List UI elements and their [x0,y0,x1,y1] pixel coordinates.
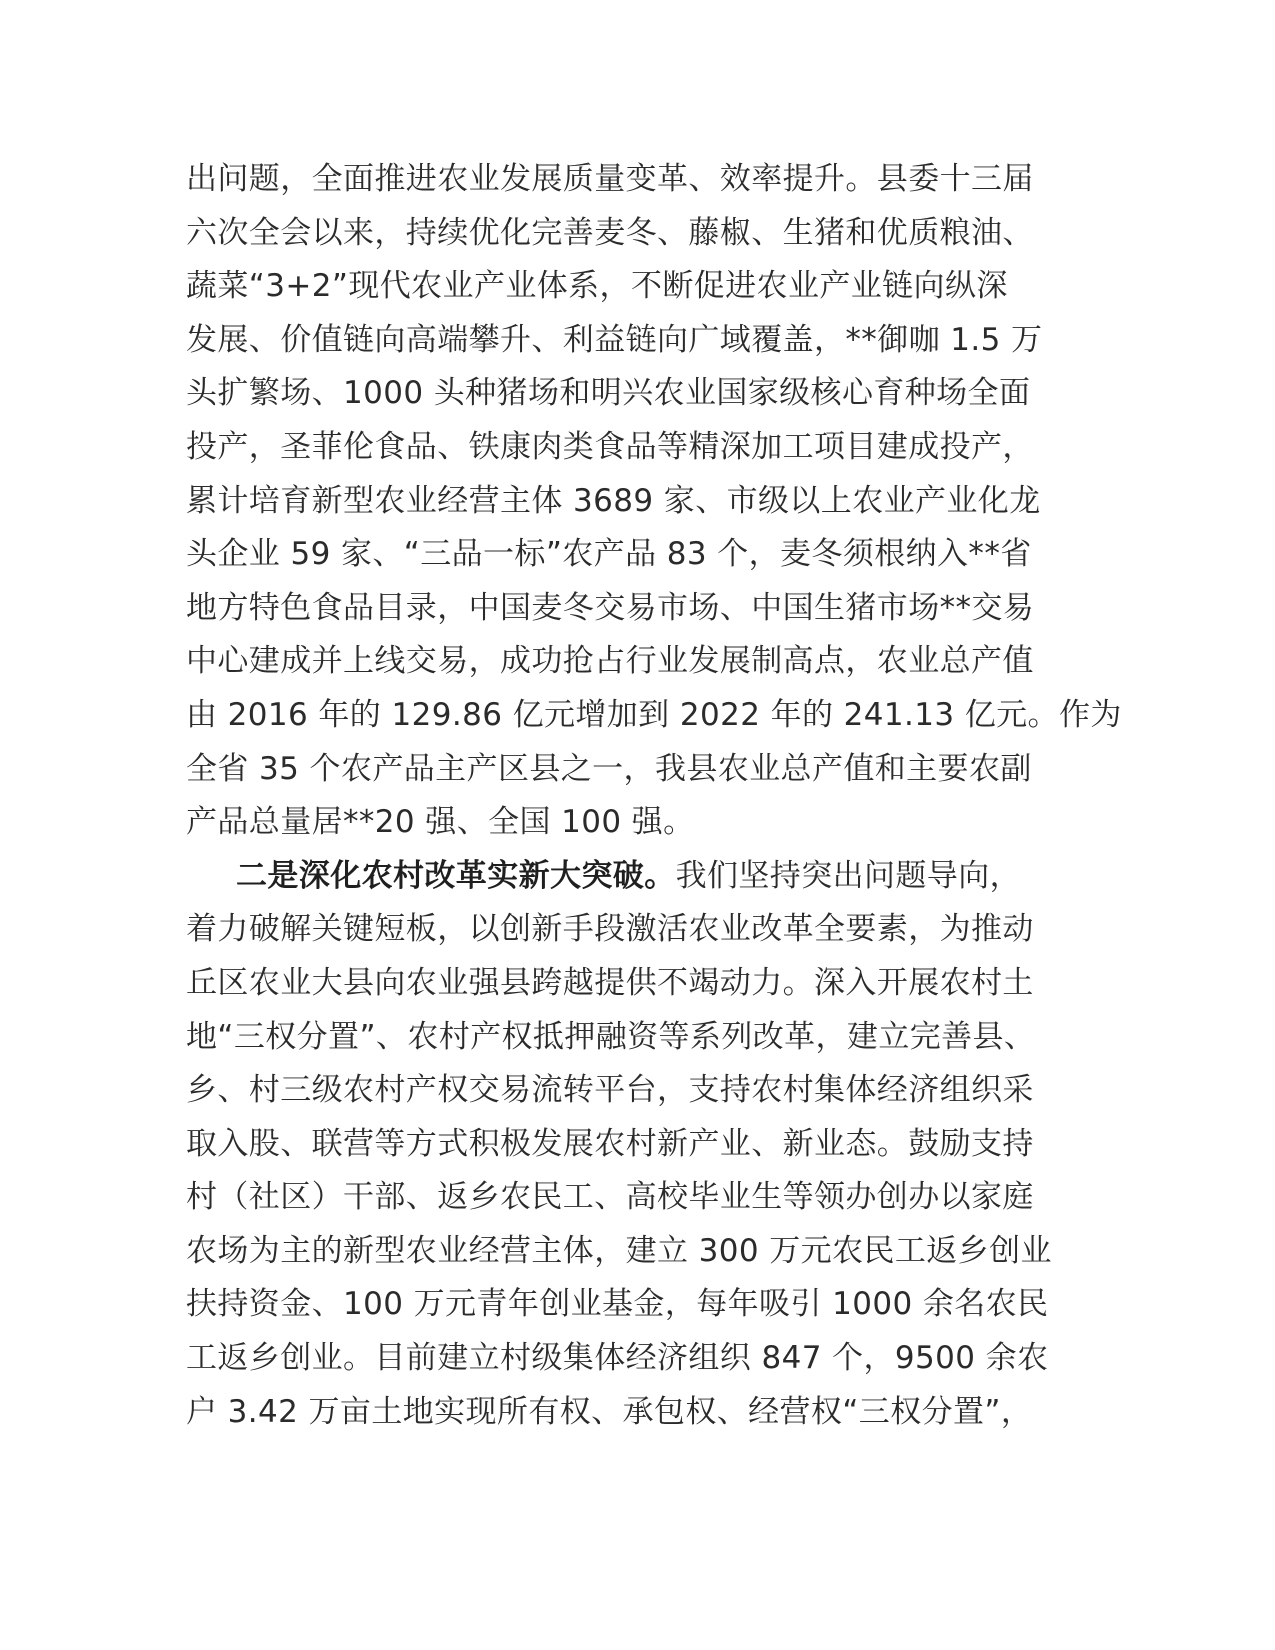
text-line: 户 3.42 万亩土地实现所有权、承包权、经营权“三权分置”， [186,1393,1033,1430]
paragraph-rural-reform [186,850,1086,1440]
text-line: 乡、村三级农村产权交易流转平台，支持农村集体经济组织采 [186,1072,1034,1109]
text-line: 扶持资金、100 万元青年创业基金，每年吸引 1000 余名农民 [186,1286,1049,1323]
text-line: 取入股、联营等方式积极发展农村新产业、新业态。鼓励支持 [186,1125,1034,1162]
text-line: 村（社区）干部、返乡农民工、高校毕业生等领办创办以家庭 [186,1179,1034,1216]
text-line: 地方特色食品目录，中国麦冬交易市场、中国生猪市场**交易 [186,589,1035,626]
text-line: 投产，圣菲伦食品、铁康肉类食品等精深加工项目建成投产， [186,428,1034,465]
text-line: 地“三权分置”、农村产权抵押融资等系列改革，建立完善县、 [186,1018,1036,1055]
text-line: 累计培育新型农业经营主体 3689 家、市级以上农业产业化龙 [186,482,1041,519]
text-line: 头扩繁场、1000 头种猪场和明兴农业国家级核心育种场全面 [186,375,1031,412]
text-line: 由 2016 年的 129.86 亿元增加到 2022 年的 241.13 亿元。作为 [186,696,1122,733]
text-line: 着力破解关键短板，以创新手段激活农业改革全要素，为推动 [186,911,1034,948]
text-span: 我们坚持突出问题导向， [675,857,1022,894]
text-line: 六次全会以来，持续优化完善麦冬、藤椒、生猪和优质粮油、 [186,214,1034,251]
text-line: 出问题，全面推进农业发展质量变革、效率提升。县委十三届 [186,161,1034,197]
text-line: 发展、价值链向高端攀升、利益链向广域覆盖，**御咖 1.5 万 [186,321,1043,358]
paragraph-lead-heading: 二是深化农村改革实新大突破。 [236,857,676,894]
text-line: 农场为主的新型农业经营主体，建立 300 万元农民工返乡创业 [186,1232,1052,1269]
paragraph-agriculture-industry [186,153,1122,850]
text-line: 全省 35 个农产品主产区县之一，我县农业总产值和主要农副 [186,750,1032,787]
text-line: 中心建成并上线交易，成功抢占行业发展制高点，农业总产值 [186,643,1034,680]
text-line: 丘区农业大县向农业强县跨越提供不竭动力。深入开展农村土 [186,964,1034,1001]
text-line: 蔬菜“3+2”现代农业产业体系，不断促进农业产业链向纵深 [186,268,1008,305]
text-line: 头企业 59 家、“三品一标”农产品 83 个，麦冬须根纳入**省 [186,536,1032,573]
text-line-first [186,850,1086,904]
document-body [186,153,1122,1439]
text-line: 产品总量居**20 强、全国 100 强。 [186,804,695,841]
text-line: 工返乡创业。目前建立村级集体经济组织 847 个，9500 余农 [186,1340,1049,1377]
